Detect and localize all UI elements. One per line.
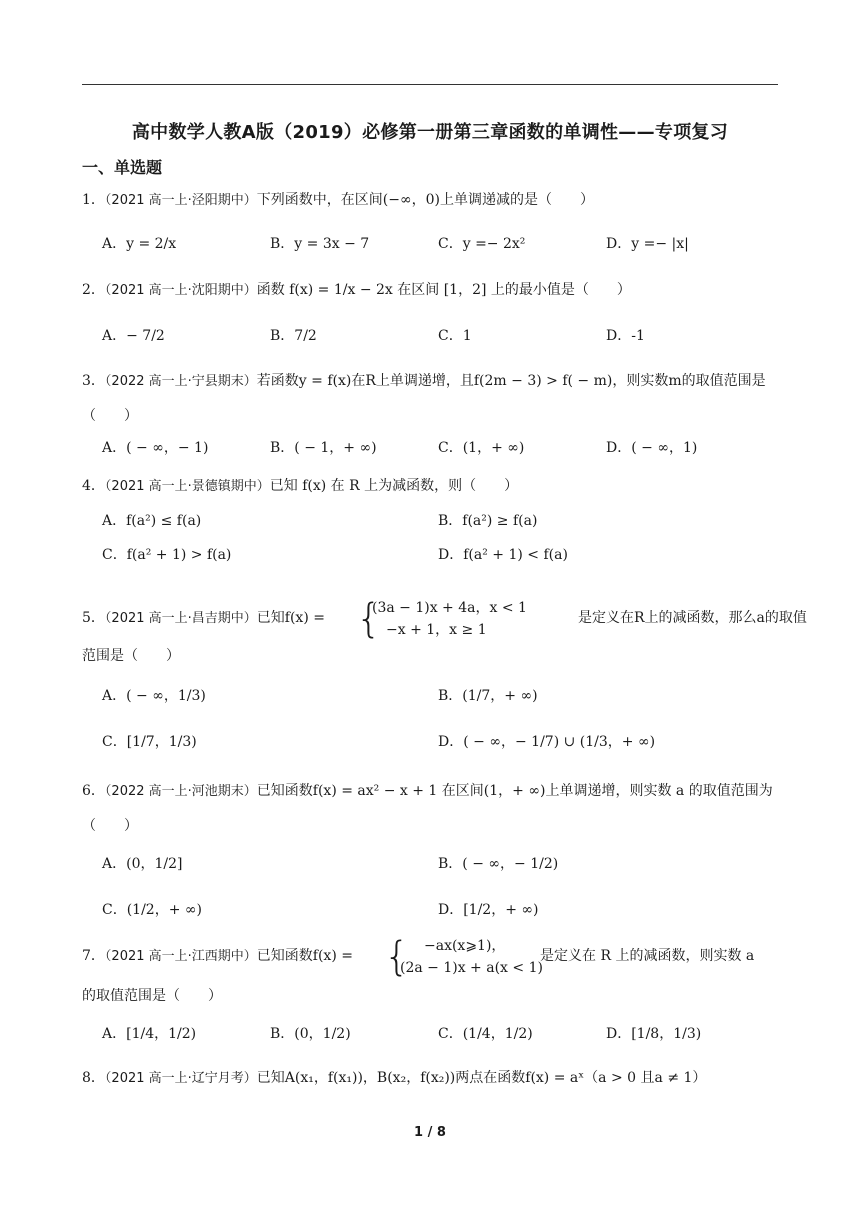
- option-c: C．y =− 2x²: [438, 236, 526, 252]
- option-d: D．y =− |x|: [606, 236, 689, 252]
- option-a: A．(0，1/2]: [102, 856, 183, 872]
- case-line-1: (3a − 1)x + 4a，x < 1: [372, 600, 527, 616]
- question-source: （2021 高一上·昌吉期中）: [104, 611, 257, 626]
- option-d: D．f(a² + 1) < f(a): [438, 547, 568, 563]
- question-stem: 下列函数中，在区间(−∞，0)上单调递减的是（ ）: [256, 192, 595, 208]
- question-6: [82, 774, 782, 843]
- option-c: C．1: [438, 328, 472, 344]
- question-number: 7．: [82, 948, 105, 964]
- option-d: D．( − ∞，− 1/7) ∪ (1/3，+ ∞): [438, 734, 656, 750]
- question-stem-tail: 是定义在R上的减函数，那么a的取值: [578, 610, 807, 626]
- document-title: 高中数学人教A版（2019）必修第一册第三章函数的单调性——专项复习: [131, 122, 729, 143]
- option-c: C．(1/2，+ ∞): [102, 902, 203, 918]
- option-d: D．-1: [606, 328, 645, 344]
- option-d: D．[1/2，+ ∞): [438, 902, 539, 918]
- question-stem: 若函数y = f(x)在R上单调递增，且f(2m − 3) > f( − m)，则实数m的取值范围是（ ）: [82, 373, 766, 424]
- question-source: （2021 高一上·景德镇期中）: [104, 479, 270, 494]
- question-stem: 已知 f(x) 在 R 上为减函数，则（ ）: [269, 478, 519, 494]
- option-b: B．y = 3x − 7: [270, 236, 370, 252]
- option-b: B．f(a²) ≥ f(a): [438, 513, 538, 529]
- question-stem: 已知函数f(x) =: [256, 948, 353, 964]
- question-source: （2021 高一上·沈阳期中）: [104, 283, 257, 298]
- question-4: [82, 476, 782, 497]
- question-stem-tail: 是定义在 R 上的减函数，则实数 a: [540, 948, 755, 964]
- option-a: A．− 7/2: [102, 328, 165, 344]
- question-stem: 函数 f(x) = 1/x − 2x 在区间 [1，2] 上的最小值是（ ）: [256, 282, 631, 298]
- question-number: 6．: [82, 783, 105, 799]
- question-stem: 已知f(x) =: [256, 610, 325, 626]
- option-b: B．(1/7，+ ∞): [438, 688, 538, 704]
- case-line-2: −x + 1，x ≥ 1: [386, 622, 487, 638]
- question-source: （2021 高一上·泾阳期中）: [104, 193, 257, 208]
- question-number: 4．: [82, 478, 105, 494]
- case-line-2: (2a − 1)x + a(x < 1): [400, 960, 543, 976]
- option-b: B．7/2: [270, 328, 317, 344]
- question-source: （2022 高一上·河池期末）: [104, 784, 257, 799]
- option-d: D．( − ∞，1): [606, 440, 698, 456]
- question-source: （2021 高一上·江西期中）: [104, 949, 257, 964]
- option-c: C．f(a² + 1) > f(a): [102, 547, 232, 563]
- option-c: C．(1/4，1/2): [438, 1026, 533, 1042]
- question-7-cont: 的取值范围是（ ）: [82, 988, 222, 1004]
- question-number: 5．: [82, 610, 105, 626]
- option-a: A．f(a²) ≤ f(a): [102, 513, 202, 529]
- option-b: B．(0，1/2): [270, 1026, 351, 1042]
- option-b: B．( − ∞，− 1/2): [438, 856, 559, 872]
- question-number: 8．: [82, 1070, 105, 1086]
- question-source: （2022 高一上·宁县期末）: [104, 374, 257, 389]
- question-1: [82, 190, 782, 211]
- question-2: [82, 280, 782, 301]
- question-stem: 已知函数f(x) = ax² − x + 1 在区间(1，+ ∞)上单调递增，则实数 a 的取值范围为（ ）: [82, 783, 773, 834]
- option-a: A．( − ∞，− 1): [102, 440, 209, 456]
- brace: {: [384, 934, 410, 980]
- question-number: 3．: [82, 373, 105, 389]
- option-c: C．(1，+ ∞): [438, 440, 525, 456]
- option-a: A．( − ∞，1/3): [102, 688, 206, 704]
- page-number: 1 / 8: [414, 1125, 446, 1140]
- brace: {: [356, 596, 382, 642]
- option-b: B．( − 1，+ ∞): [270, 440, 377, 456]
- question-number: 1．: [82, 192, 105, 208]
- option-a: A．[1/4，1/2): [102, 1026, 197, 1042]
- option-c: C．[1/7，1/3): [102, 734, 197, 750]
- question-source: （2021 高一上·辽宁月考）: [104, 1071, 257, 1086]
- case-line-1: −ax(x⩾1)，: [424, 938, 506, 954]
- option-a: A．y = 2/x: [102, 236, 177, 252]
- question-5-cont: 范围是（ ）: [82, 648, 180, 664]
- header-rule: [82, 84, 778, 85]
- question-8: [82, 1068, 782, 1089]
- question-5: [82, 596, 807, 646]
- question-stem: 已知A(x₁，f(x₁))，B(x₂，f(x₂))两点在函数f(x) = aˣ（a > 0 且a ≠ 1）: [256, 1070, 707, 1086]
- section-heading: 一、单选题: [82, 158, 163, 177]
- question-7: [82, 934, 782, 984]
- option-d: D．[1/8，1/3): [606, 1026, 702, 1042]
- question-number: 2．: [82, 282, 105, 298]
- question-3: [82, 364, 782, 433]
